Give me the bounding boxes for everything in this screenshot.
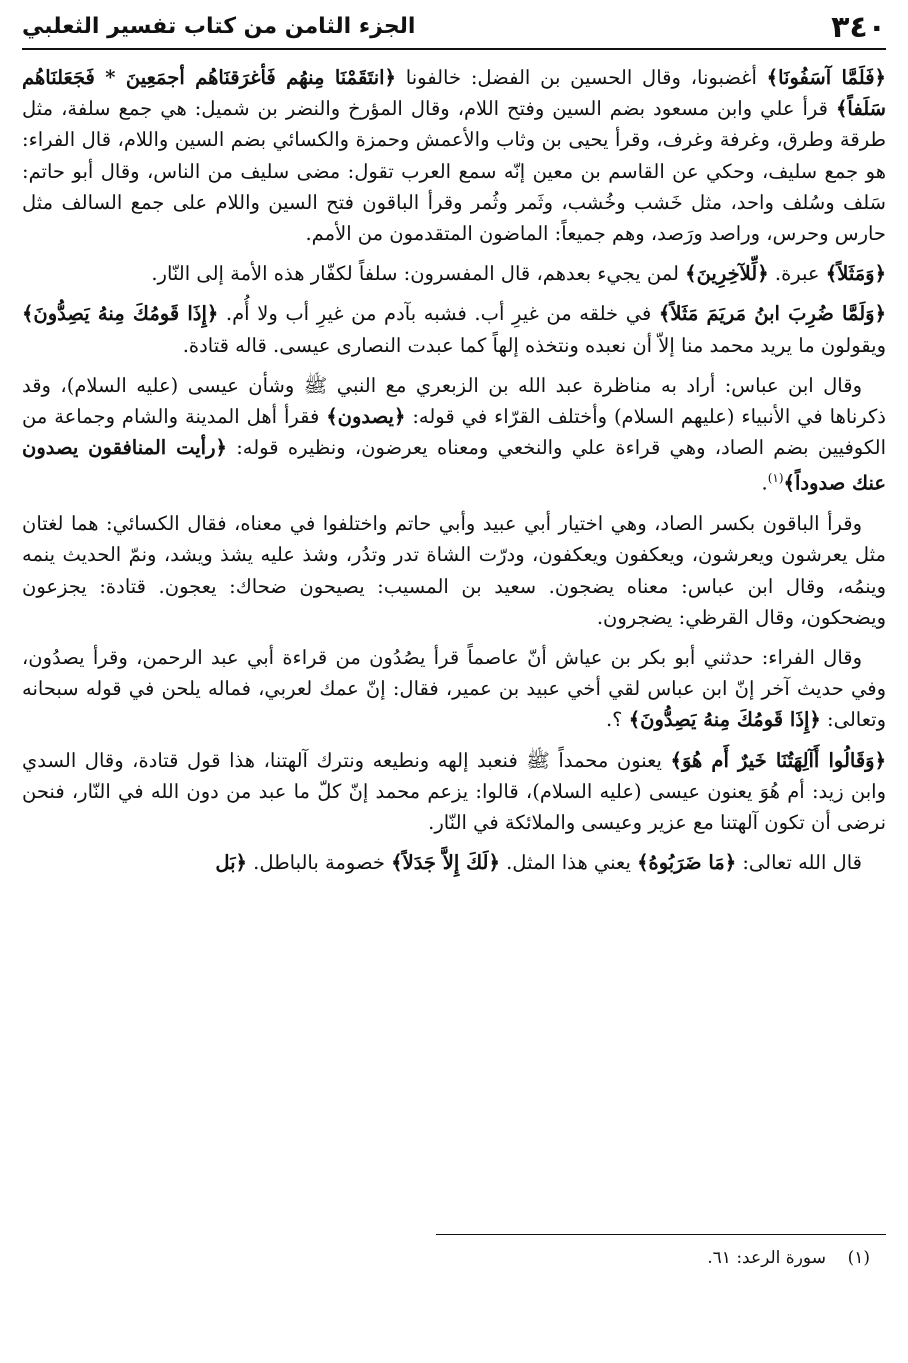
footnote-marker: (١) [847, 1248, 870, 1268]
paragraph-text: وقال ابن عباس: أراد به مناظرة عبد الله بن الزبعري مع النبي ﷺ وشأن عيسى (عليه السلام)، وقد ذكرناها في الأنبياء (عليهم السلام) وأختلف القرّاء في قوله: [22, 373, 886, 429]
paragraph-text: خصومة بالباطل. [246, 851, 392, 875]
paragraph-text: في خلقه من غيرِ أب. فشبه بآدم من غيرِ أب ولا أُم. [218, 302, 659, 326]
footnote-text: سورة الرعد: ٦١. [707, 1248, 826, 1268]
quran-verse: ﴿إِذَا قَومُكَ مِنهُ يَصِدُّونَ﴾ [22, 302, 219, 326]
paragraph-text: عبرة. [768, 262, 826, 286]
paragraph-text: يعنون محمداً ﷺ فنعبد إلهه ونطيعه ونترك آلهتنا، هذا قول قتادة، وقال السدي وابن زيد: أم هُوَ يعنون عيسى (عليه السلام)، قالوا: يزعم محمد إنّ كلّ ما عبد من دون الله في النّار، فنحن نرضى أن تكون آلهتنا مع عزير وعيسى والملائكة في النّار. [22, 748, 886, 834]
paragraph [22, 847, 886, 878]
paragraph [22, 745, 886, 839]
page-header [22, 8, 886, 50]
paragraph [22, 508, 886, 633]
paragraph [22, 642, 886, 736]
page-body [22, 62, 886, 887]
paragraph-text: وقال الفراء: حدثني أبو بكر بن عياش أنّ عاصماً قرأ يصُدُون من قراءة أبي عبد الرحمن، وقرأ يصدُون، وفي حديث آخر إنّ ابن عباس لقي أخي عبيد بن عمير، فقال: إنّ عمك لعربي، فماله يلحن في قوله سبحانه وتعالى: [22, 645, 886, 732]
paragraph-text: قال الله تعالى: [736, 851, 862, 875]
paragraph-text: وقرأ الباقون بكسر الصاد، وهي اختيار أبي عبيد وأبي حاتم واختلفوا في معناه، فقال الكسائي: هما لغتان مثل يعرشون ويعرشون، ويعكفون ويعكفون، ودرّت الشاة تدر وتدُر، وشذ عليه يشذ ويشد، ونمّ الحديث ينمه وينمُه، وقال ابن عباس: معناه يضجون. سعيد بن المسيب: يصيحون ضحاك: يعجون. قتادة: يجزعون ويضحكون، وقال القرظي: يضجرون. [22, 512, 887, 629]
page-number: ٣٤٠ [831, 10, 886, 45]
quran-verse: ﴿رأيت المنافقون يصدون عنك صدوداً﴾ [22, 436, 886, 495]
paragraph-text: يعني هذا المثل. [499, 851, 638, 875]
quran-verse: ﴿انتَقَمْنَا مِنهُم فَأغرَقنَاهُم أجمَعِينَ * فَجَعَلنَاهُم سَلَفاً﴾ [22, 66, 886, 121]
quran-verse: ﴿وَقَالُوا أَآلِهَتُنَا خَيرٌ أَم هُوَ﴾ [670, 748, 887, 772]
paragraph [22, 298, 886, 360]
quran-verse: ﴿يصدون﴾ [326, 405, 406, 429]
footnote [707, 1248, 870, 1268]
paragraph-text: ؟. [605, 708, 629, 732]
paragraph-text: فقرأ أهل المدينة والشام وجماعة من الكوفيين بضم الصاد، وهي قراءة علي والنخعي ومعناه يعرضون، ونظيره قوله: [22, 405, 886, 460]
paragraph [22, 258, 886, 289]
quran-verse: ﴿إِذَا قَومُكَ مِنهُ يَصِدُّونَ﴾ [628, 708, 821, 732]
quran-verse: ﴿مَا ضَرَبُوهُ﴾ [637, 851, 737, 875]
paragraph-text: ويقولون ما يريد محمد منا إلاّ أن نعبده ونتخذه إلهاً كما عبدت النصارى عيسى. قاله قتادة. [182, 333, 886, 357]
quran-verse: ﴿وَلَمَّا ضُرِبَ ابنُ مَريَمَ مَثَلاً﴾ [658, 302, 886, 326]
paragraph-text: لمن يجيء بعدهم، قال المفسرون: سلفاً لكفّار هذه الأمة إلى النّار. [151, 262, 686, 286]
quran-verse: ﴿لَكَ إِلاَّ جَدَلاً﴾ [391, 851, 500, 875]
quran-verse: ﴿فَلَمَّا آسَفُونَا﴾ [766, 66, 886, 89]
quran-verse: ﴿وَمَثَلاً﴾ [825, 262, 886, 286]
paragraph-text: . [761, 471, 768, 495]
paragraph-text: قرأ علي وابن مسعود بضم السين وفتح اللام، وقال المؤرخ والنضر بن شميل: هي جمع سلفة، مثل طرقة وطرق، وغرفة وغرف، وقرأ يحيى بن وثاب والأعمش وحمزة والكسائي بضم السين واللام، قال الفراء: هو جمع سليف، وحكي عن القاسم بن معين إنّه سمع العرب تقول: مضى سليف من الناس، وقال أبو حاتم: سَلف وسُلف واحد، مثل خَشب وخُشب، وثَمر وثُمر وقرأ الباقون فتح السين واللام على جمع السالف مثل حارس وحرس، وراصد ورَصد، وهم جميعاً: الماضون المتقدمون من الأمم. [22, 97, 886, 246]
paragraph [22, 62, 886, 249]
paragraph-text: أغضبونا، وقال الحسين بن الفضل: خالفونا [395, 66, 767, 89]
paragraph [22, 370, 886, 499]
quran-verse: ﴿بَل [215, 851, 247, 875]
footnote-divider [436, 1234, 886, 1235]
running-title: الجزء الثامن من كتاب تفسير الثعلبي [22, 14, 416, 39]
footnote-reference: (١) [767, 471, 784, 486]
quran-verse: ﴿لِّلآخِرِينَ﴾ [685, 262, 769, 286]
